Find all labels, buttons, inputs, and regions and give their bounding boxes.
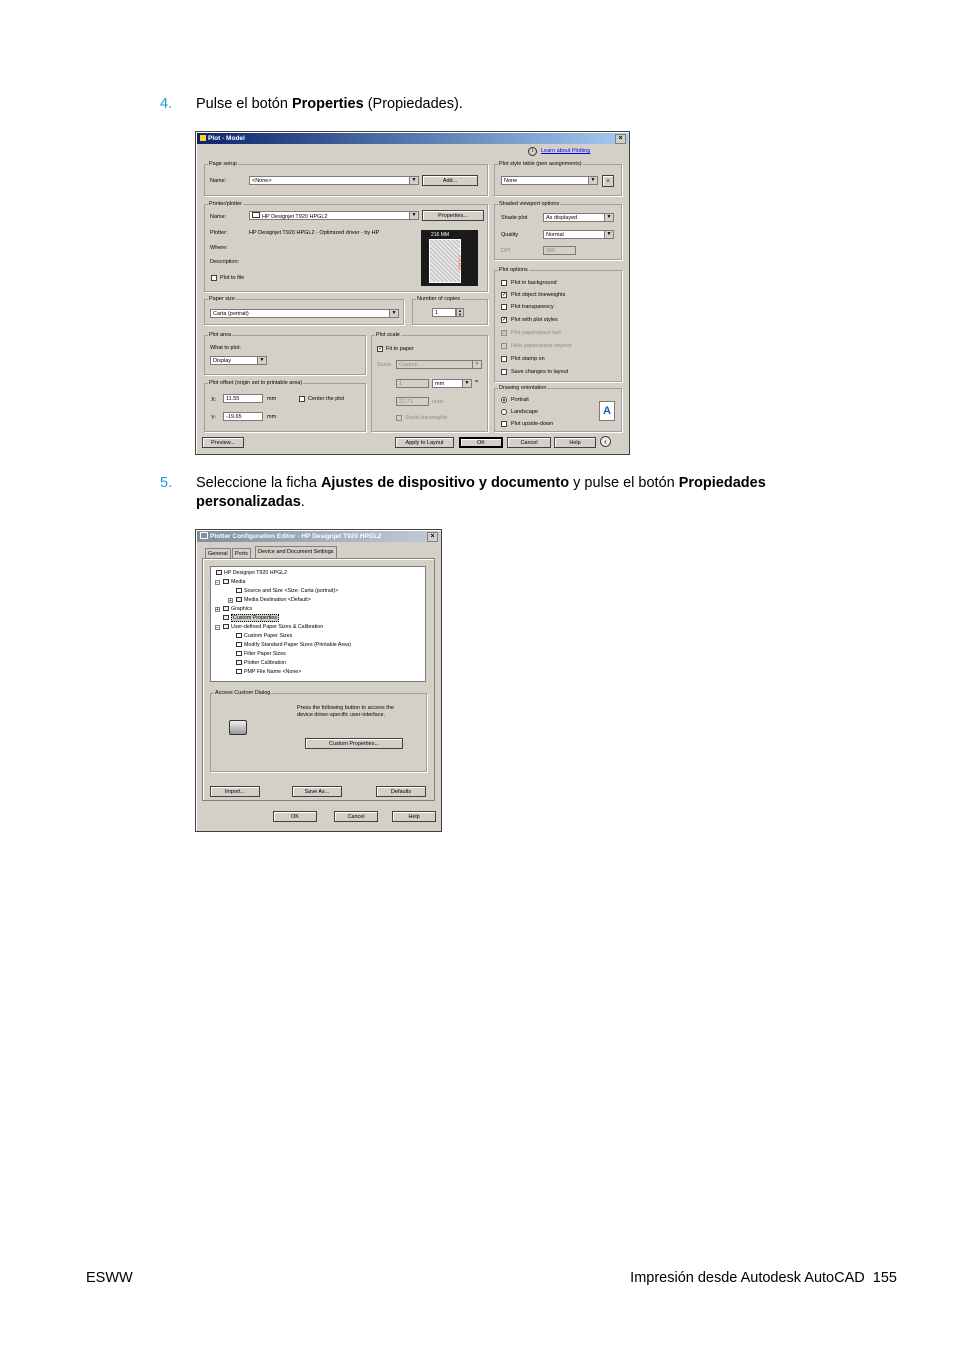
tree-item-custom-properties[interactable]: Custom Properties bbox=[223, 615, 279, 622]
printer-icon bbox=[229, 720, 247, 735]
graphics-icon bbox=[223, 606, 229, 611]
orientation-preview-icon: A bbox=[599, 401, 615, 421]
page-setup-name-select[interactable]: <None> ▼ bbox=[249, 176, 419, 185]
plot-in-background-checkbox[interactable] bbox=[501, 280, 507, 286]
offset-y-input[interactable]: -19.65 bbox=[223, 412, 263, 421]
fit-to-paper-checkbox[interactable]: ✓ bbox=[378, 346, 384, 352]
equals-sign: = bbox=[475, 379, 479, 385]
printer-icon bbox=[252, 212, 260, 218]
collapse-icon[interactable]: − bbox=[216, 580, 219, 586]
tree-item-plotter-calibration[interactable]: Plotter Calibration bbox=[236, 660, 286, 667]
shaded-viewport-group: Shaded viewport options Shade plot As displayed ▼ Quality Normal ▼ DPI 300 bbox=[494, 204, 622, 260]
plot-with-plot-styles-checkbox[interactable]: ✓ bbox=[502, 317, 508, 323]
tree-item-user-defined-paper-sizes[interactable]: User-defined Paper Sizes & Calibration bbox=[223, 624, 323, 631]
plot-area-group: Plot area What to plot: Display ▼ bbox=[204, 335, 366, 375]
page-icon bbox=[236, 588, 242, 593]
chevron-down-icon: ▼ bbox=[409, 177, 418, 184]
custom-properties-icon bbox=[223, 615, 229, 620]
printer-icon bbox=[216, 570, 222, 575]
close-icon[interactable]: × bbox=[615, 134, 626, 144]
step-text: Seleccione la ficha Ajustes de dispositivo y documento y pulse el botón Propiedades personalizadas. bbox=[196, 475, 766, 510]
tab-device-and-document-settings[interactable]: Device and Document Settings bbox=[255, 546, 337, 558]
plot-to-file-checkbox[interactable] bbox=[211, 275, 217, 281]
copies-group: Number of copies 1 ▲ ▼ bbox=[412, 299, 488, 325]
info-icon: i bbox=[528, 147, 537, 156]
edit-plot-style-icon[interactable]: ≡ bbox=[602, 175, 614, 187]
plot-paperspace-last-checkbox[interactable]: ✓ bbox=[502, 330, 508, 336]
expand-icon[interactable]: + bbox=[229, 598, 232, 604]
paper-sizes-icon bbox=[223, 624, 229, 629]
printer-name-select[interactable]: HP Designjet T920 HPGL2 ▼ bbox=[249, 211, 419, 220]
page-number: 155 bbox=[872, 1270, 897, 1286]
access-custom-dialog-group: Access Custom Dialog Press the following button to access the device driver-specific user-interface. Custom Properties... bbox=[210, 693, 427, 772]
page-icon bbox=[236, 642, 242, 647]
chevron-down-icon: ▼ bbox=[257, 357, 266, 364]
preview-width-label: 216 MM bbox=[431, 232, 450, 238]
footer-section: Impresión desde Autodesk AutoCAD bbox=[630, 1270, 865, 1286]
expand-icon[interactable]: + bbox=[216, 607, 219, 613]
page-icon bbox=[236, 651, 242, 656]
tab-ports[interactable]: Ports bbox=[232, 548, 251, 558]
chevron-down-icon: ▼ bbox=[472, 361, 481, 368]
portrait-radio[interactable] bbox=[501, 397, 507, 403]
preview-button[interactable]: Preview... bbox=[202, 437, 244, 448]
tree-item-plotter[interactable]: HP Designjet T920 HPGL2 bbox=[216, 570, 287, 577]
chevron-down-icon: ▼ bbox=[588, 177, 597, 184]
paper-size-group: Paper size Carta (portrait) ▼ bbox=[204, 299, 404, 325]
step-number: 5. bbox=[160, 475, 173, 491]
paper-preview bbox=[421, 230, 478, 286]
plot-stamp-on-checkbox[interactable] bbox=[501, 356, 507, 362]
title-printer-icon bbox=[200, 532, 208, 539]
save-changes-to-layout-checkbox[interactable] bbox=[501, 369, 507, 375]
page-icon bbox=[236, 633, 242, 638]
help-button[interactable]: Help bbox=[392, 811, 436, 822]
config-dialog-titlebar: Plotter Configuration Editor - HP Designjet T920 HPGL2 × bbox=[197, 531, 440, 542]
title-app-icon bbox=[200, 135, 206, 141]
scale-drawing-value[interactable]: 22.71 bbox=[396, 397, 429, 406]
what-to-plot-select[interactable]: Display ▼ bbox=[210, 356, 267, 365]
drawing-orientation-group: Drawing orientation Portrait Landscape Plot upside-down A bbox=[494, 388, 622, 432]
page-setup-group: Page setup Name: <None> ▼ Add... bbox=[204, 164, 488, 196]
tree-item-media-destination[interactable]: Media Destination <Default> bbox=[236, 597, 311, 604]
plot-scale-group: Plot scale ✓ Fit to paper Scale: Custom ▼ 1 mm ▼ = 22.71 units Scale lineweights bbox=[371, 335, 488, 432]
step-text: Pulse el botón Properties (Propiedades). bbox=[196, 96, 463, 112]
collapse-icon[interactable]: − bbox=[216, 625, 219, 631]
chevron-down-icon: ▼ bbox=[604, 214, 613, 221]
plot-options-group: Plot options Plot in background ✓ Plot object lineweights Plot transparency ✓ Plot with plot styles ✓ Plot paperspace last Hide paperspace objects Plot stamp on Save changes to layout bbox=[494, 270, 622, 382]
tree-item-media[interactable]: Media bbox=[223, 579, 245, 586]
plot-style-table-group: Plot style table (pen assignments) None ▼ ≡ bbox=[494, 164, 622, 196]
landscape-radio[interactable] bbox=[501, 409, 507, 415]
calibration-icon bbox=[236, 660, 242, 665]
apply-to-layout-button[interactable]: Apply to Layout bbox=[395, 437, 454, 448]
add-button[interactable]: Add... bbox=[422, 175, 478, 186]
scale-lineweights-checkbox[interactable] bbox=[396, 415, 402, 421]
plot-dialog-titlebar: Plot - Model × bbox=[197, 133, 628, 144]
preview-height-label: 279 MM bbox=[457, 255, 463, 270]
tree-item-custom-paper-sizes[interactable]: Custom Paper Sizes bbox=[236, 633, 292, 640]
import-button[interactable]: Import... bbox=[210, 786, 260, 797]
plot-transparency-checkbox[interactable] bbox=[501, 304, 507, 310]
paper-size-select[interactable]: Carta (portrait) ▼ bbox=[210, 309, 399, 318]
tree-item-source-and-size[interactable]: Source and Size <Size: Carta (portrait)> bbox=[236, 588, 338, 595]
plot-upside-down-checkbox[interactable] bbox=[501, 421, 507, 427]
plot-offset-group: Plot offset (origin set to printable area) X: 11.55 mm Center the plot Y: -19.65 mm bbox=[204, 383, 366, 432]
footer-left: ESWW bbox=[86, 1270, 133, 1286]
scale-paper-value[interactable]: 1 bbox=[396, 379, 429, 388]
settings-tree[interactable] bbox=[210, 566, 426, 682]
learn-about-plotting-link[interactable]: Learn about Plotting bbox=[541, 148, 591, 154]
cancel-button[interactable]: Cancel bbox=[334, 811, 378, 822]
tree-item-pmp-file-name[interactable]: PMP File Name <None> bbox=[236, 669, 301, 676]
close-icon[interactable]: × bbox=[427, 532, 438, 542]
scale-select[interactable]: Custom ▼ bbox=[396, 360, 482, 369]
plotter-config-dialog bbox=[195, 529, 442, 832]
save-as-button[interactable]: Save As... bbox=[292, 786, 342, 797]
scale-unit-select[interactable]: mm ▼ bbox=[432, 379, 472, 388]
offset-x-input[interactable]: 11.55 bbox=[223, 394, 263, 403]
ok-button[interactable]: OK bbox=[273, 811, 317, 822]
help-button[interactable]: Help bbox=[554, 437, 596, 448]
plot-object-lineweights-checkbox[interactable]: ✓ bbox=[502, 292, 508, 298]
dpi-input[interactable]: 300 bbox=[543, 246, 576, 255]
shade-plot-select[interactable]: As displayed ▼ bbox=[543, 213, 614, 222]
footer-right bbox=[630, 1270, 897, 1286]
quality-select[interactable]: Normal ▼ bbox=[543, 230, 614, 239]
copies-spinner[interactable]: ▲ ▼ bbox=[456, 308, 464, 317]
printer-plotter-group: Printer/plotter Name: HP Designjet T920 HPGL2 ▼ Properties... Plotter: HP Designjet T920 HPGL2 - Optimized driver - by HP Where: Description: Plot to file 216 MM 279 MM bbox=[204, 204, 488, 292]
tree-item-modify-standard-paper-sizes[interactable]: Modify Standard Paper Sizes (Printable Area) bbox=[236, 642, 351, 649]
collapse-options-icon[interactable]: ‹ bbox=[600, 436, 611, 447]
file-icon bbox=[236, 669, 242, 674]
ok-button[interactable]: OK bbox=[459, 437, 503, 448]
plot-dialog bbox=[195, 131, 630, 455]
center-plot-checkbox[interactable] bbox=[299, 396, 305, 402]
custom-properties-button[interactable]: Custom Properties... bbox=[305, 738, 403, 749]
hide-paperspace-objects-checkbox[interactable] bbox=[501, 343, 507, 349]
chevron-down-icon: ▼ bbox=[409, 212, 418, 219]
step-number: 4. bbox=[160, 96, 173, 112]
tree-item-filter-paper-sizes[interactable]: Filter Paper Sizes bbox=[236, 651, 286, 658]
tray-icon bbox=[236, 597, 242, 602]
tab-general[interactable]: General bbox=[205, 548, 231, 558]
chevron-down-icon: ▼ bbox=[462, 380, 471, 387]
chevron-down-icon: ▼ bbox=[604, 231, 613, 238]
tree-item-graphics[interactable]: Graphics bbox=[223, 606, 252, 613]
media-icon bbox=[223, 579, 229, 584]
plot-style-table-select[interactable]: None ▼ bbox=[501, 176, 598, 185]
copies-input[interactable]: 1 bbox=[432, 308, 456, 317]
cancel-button[interactable]: Cancel bbox=[507, 437, 551, 448]
defaults-button[interactable]: Defaults bbox=[376, 786, 426, 797]
properties-button[interactable]: Properties... bbox=[422, 210, 484, 221]
chevron-down-icon: ▼ bbox=[389, 310, 398, 317]
